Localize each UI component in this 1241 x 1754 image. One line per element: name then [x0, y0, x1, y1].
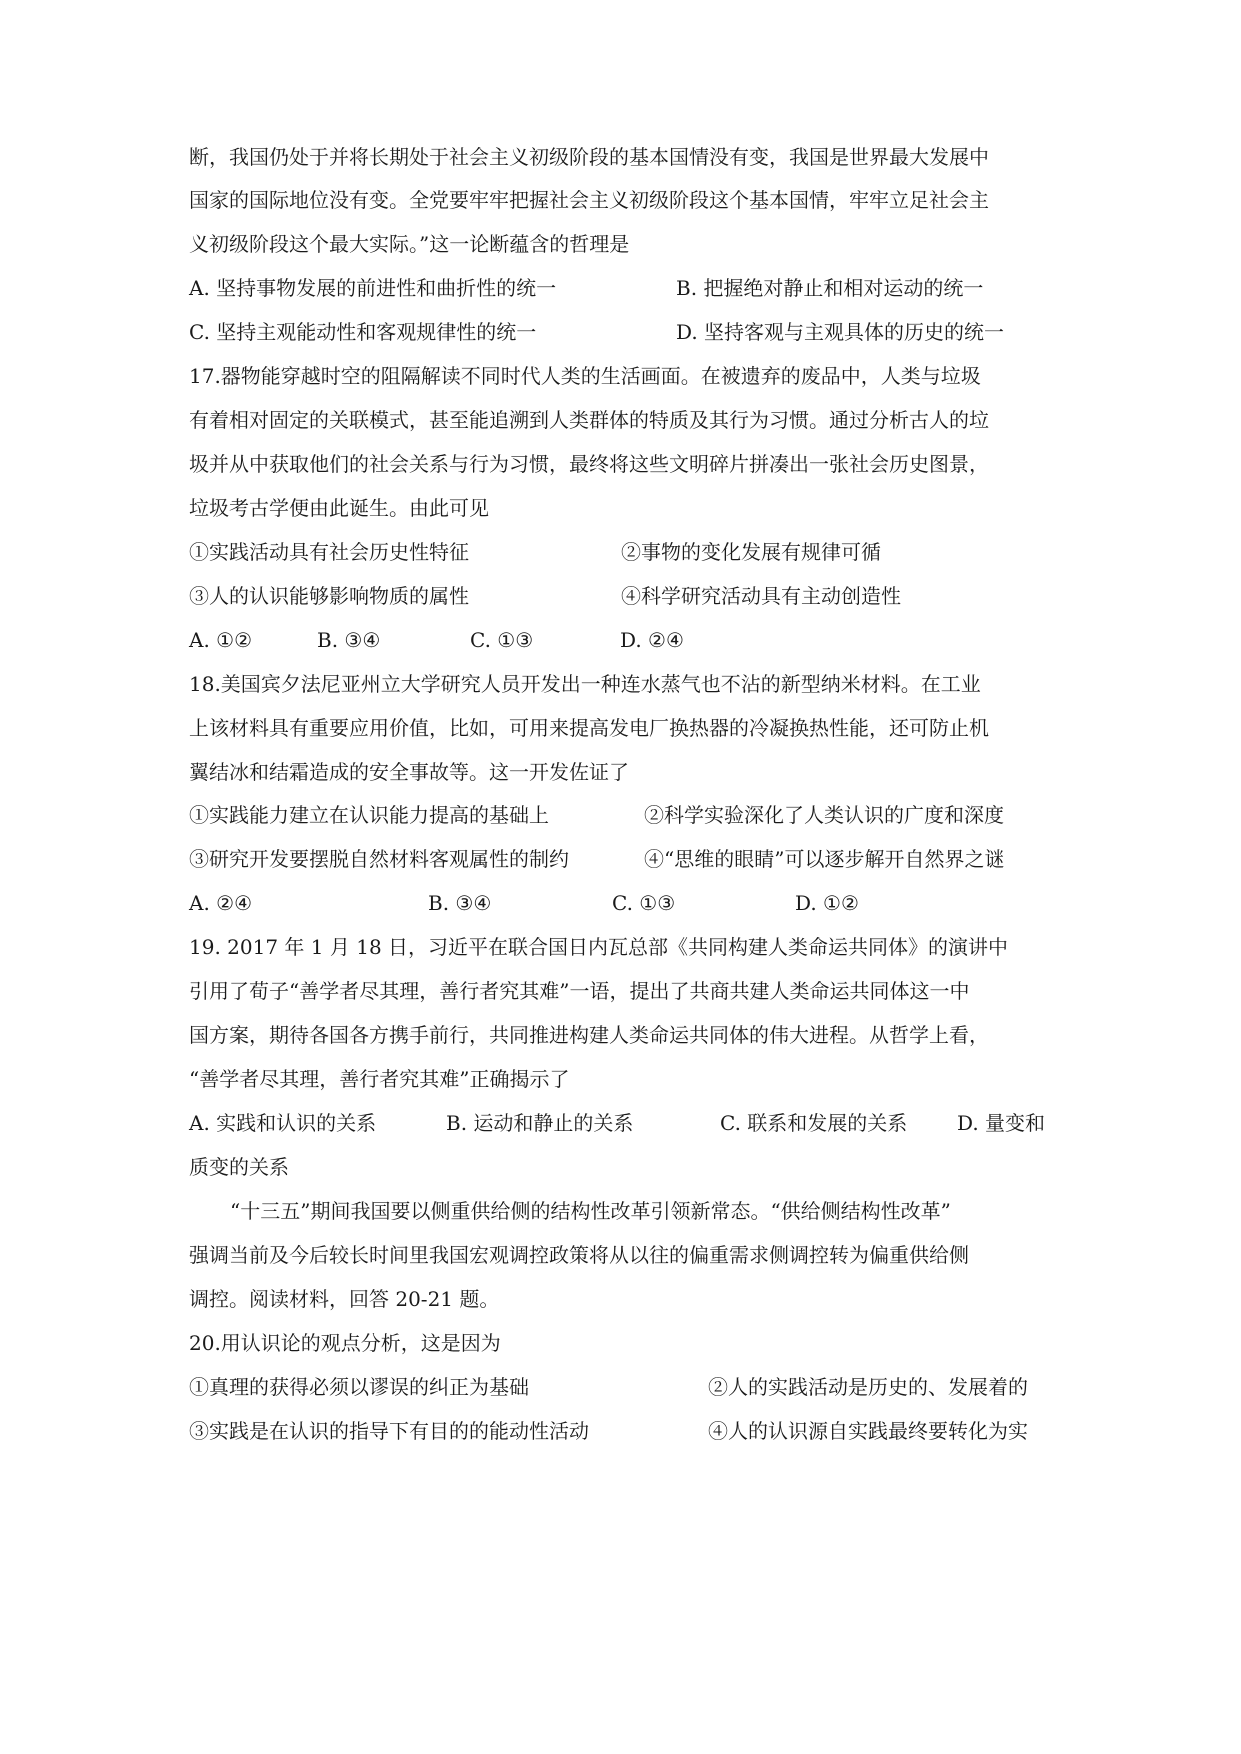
q19-option-b: B. 运动和静止的关系 [446, 1111, 634, 1135]
q20-statement-2: ②人的实践活动是历史的、发展着的 [708, 1375, 1028, 1399]
q18-line-3: 翼结冰和结霜造成的安全事故等。这一开发佐证了 [189, 760, 629, 784]
q17-option-a: A. ①② [189, 628, 253, 652]
q18-option-b: B. ③④ [428, 891, 492, 915]
q18-statement-3: ③研究开发要摆脱自然材料客观属性的制约 [189, 847, 569, 871]
q18-statement-1: ①实践能力建立在认识能力提高的基础上 [189, 803, 549, 827]
q20-stem: 20.用认识论的观点分析，这是因为 [189, 1331, 501, 1355]
q16-option-d: D. 坚持客观与主观具体的历史的统一 [676, 320, 1005, 344]
q19-option-a: A. 实践和认识的关系 [189, 1111, 377, 1135]
q18-option-c: C. ①③ [612, 891, 676, 915]
intro-line-2: 国家的国际地位没有变。全党要牢牢把握社会主义初级阶段这个基本国情，牢牢立足社会主 [189, 188, 989, 212]
q17-line-3: 圾并从中获取他们的社会关系与行为习惯，最终将这些文明碎片拼凑出一张社会历史图景， [189, 452, 989, 476]
q19-option-d-cont: 质变的关系 [189, 1155, 289, 1179]
q17-line-2: 有着相对固定的关联模式，甚至能追溯到人类群体的特质及其行为习惯。通过分析古人的垃 [189, 408, 989, 432]
q17-statement-2: ②事物的变化发展有规律可循 [621, 540, 881, 564]
q16-option-b: B. 把握绝对静止和相对运动的统一 [676, 276, 984, 300]
q18-line-2: 上该材料具有重要应用价值，比如，可用来提高发电厂换热器的冷凝换热性能，还可防止机 [189, 716, 989, 740]
q20-statement-4: ④人的认识源自实践最终要转化为实 [708, 1419, 1028, 1443]
q18-statement-4: ④“思维的眼睛”可以逐步解开自然界之谜 [644, 847, 1005, 871]
q18-option-a: A. ②④ [189, 891, 253, 915]
q18-line-1: 18.美国宾夕法尼亚州立大学研究人员开发出一种连水蒸气也不沾的新型纳米材料。在工业 [189, 672, 981, 696]
q17-statement-4: ④科学研究活动具有主动创造性 [621, 584, 901, 608]
q17-statement-1: ①实践活动具有社会历史性特征 [189, 540, 469, 564]
q19-option-c: C. 联系和发展的关系 [720, 1111, 908, 1135]
q20-statement-1: ①真理的获得必须以谬误的纠正为基础 [189, 1375, 529, 1399]
q19-option-d: D. 量变和 [957, 1111, 1046, 1135]
q19-line-4: “善学者尽其理，善行者究其难”正确揭示了 [189, 1067, 570, 1091]
q19-line-1: 19. 2017 年 1 月 18 日，习近平在联合国日内瓦总部《共同构建人类命运共同体》的演讲中 [189, 935, 1009, 959]
q16-option-a: A. 坚持事物发展的前进性和曲折性的统一 [189, 276, 557, 300]
q19-line-2: 引用了荀子“善学者尽其理，善行者究其难”一语，提出了共商共建人类命运共同体这一中 [189, 979, 970, 1003]
intro-line-3: 义初级阶段这个最大实际。”这一论断蕴含的哲理是 [189, 232, 630, 256]
q18-statement-2: ②科学实验深化了人类认识的广度和深度 [644, 803, 1004, 827]
q17-option-d: D. ②④ [620, 628, 684, 652]
material-line-1: “十三五”期间我国要以侧重供给侧的结构性改革引领新常态。“供给侧结构性改革” [230, 1199, 951, 1223]
q17-option-c: C. ①③ [470, 628, 534, 652]
material-line-2: 强调当前及今后较长时间里我国宏观调控政策将从以往的偏重需求侧调控转为偏重供给侧 [189, 1243, 969, 1267]
q16-option-c: C. 坚持主观能动性和客观规律性的统一 [189, 320, 537, 344]
q17-option-b: B. ③④ [317, 628, 381, 652]
q17-line-4: 垃圾考古学便由此诞生。由此可见 [189, 496, 489, 520]
q17-statement-3: ③人的认识能够影响物质的属性 [189, 584, 469, 608]
q19-line-3: 国方案，期待各国各方携手前行，共同推进构建人类命运共同体的伟大进程。从哲学上看， [189, 1023, 989, 1047]
intro-line-1: 断，我国仍处于并将长期处于社会主义初级阶段的基本国情没有变，我国是世界最大发展中 [189, 145, 989, 169]
q18-option-d: D. ①② [795, 891, 859, 915]
material-line-3: 调控。阅读材料，回答 20-21 题。 [189, 1287, 500, 1311]
q17-line-1: 17.器物能穿越时空的阻隔解读不同时代人类的生活画面。在被遗弃的废品中，人类与垃圾 [189, 364, 981, 388]
q20-statement-3: ③实践是在认识的指导下有目的的能动性活动 [189, 1419, 589, 1443]
